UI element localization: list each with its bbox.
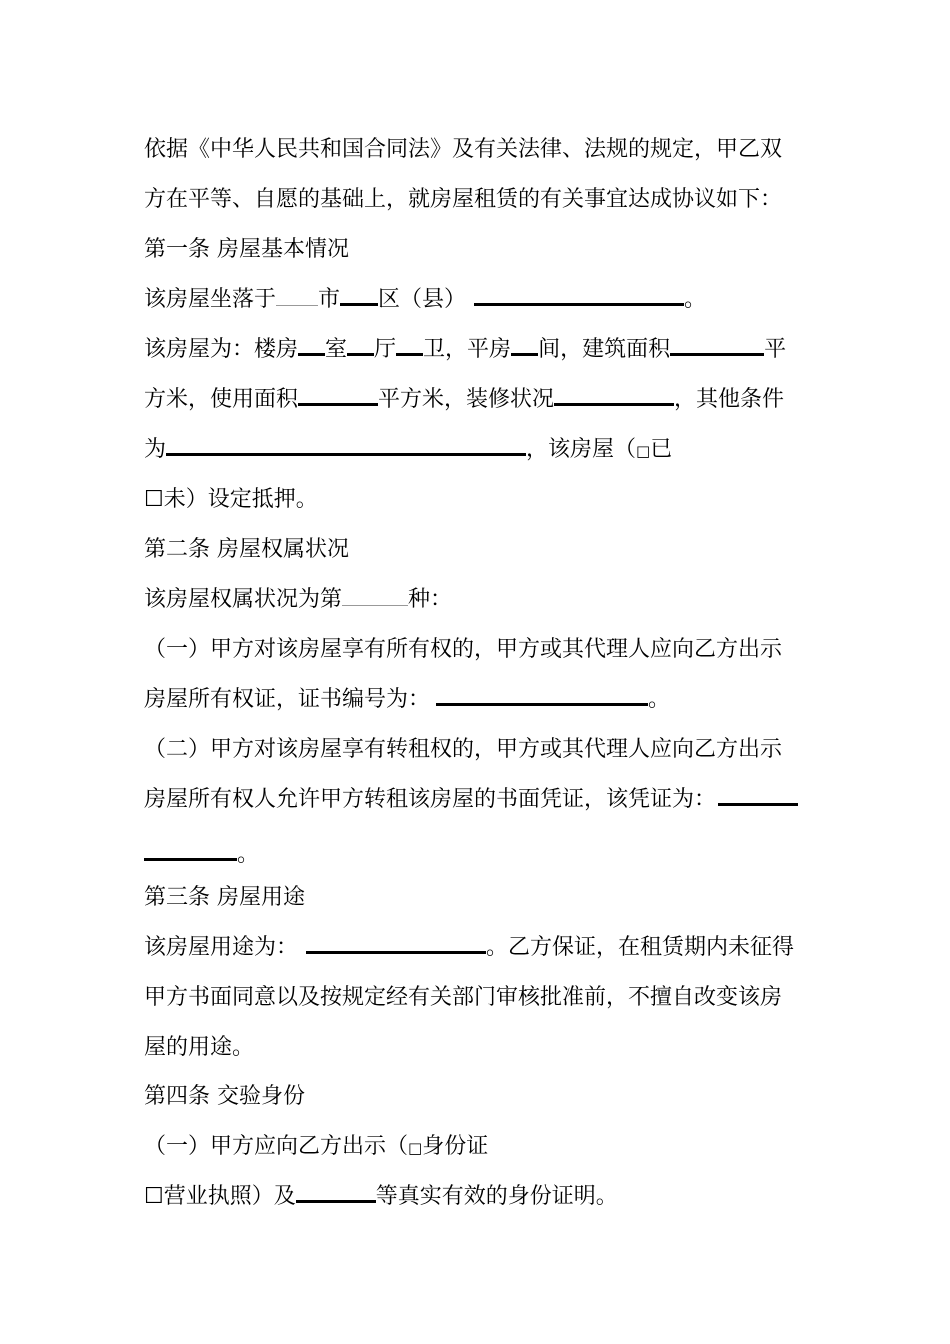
text-segment: 房屋所有权人允许甲方转租该房屋的书面凭证，该凭证为： bbox=[144, 787, 717, 812]
article-3-line-3: 屋的用途。 bbox=[144, 1035, 255, 1060]
article-2-type-line bbox=[144, 585, 452, 615]
blank-other-id[interactable] bbox=[296, 1199, 376, 1203]
text-segment: 间，建筑面积 bbox=[538, 337, 671, 362]
blank-rooms[interactable] bbox=[298, 352, 325, 356]
text-segment: 该房屋为：楼房 bbox=[144, 337, 299, 362]
text-segment: 已 bbox=[650, 437, 673, 462]
text-segment: 房屋所有权证，证书编号为： bbox=[144, 687, 431, 712]
blank-district[interactable] bbox=[340, 302, 378, 306]
text-segment: 该房屋用途为： bbox=[144, 935, 299, 960]
blank-usable-area[interactable] bbox=[298, 402, 378, 406]
blank-bathrooms[interactable] bbox=[396, 352, 423, 356]
text-segment: 室 bbox=[325, 337, 348, 362]
article-3-line-1 bbox=[144, 933, 794, 963]
article-2-clause-2-line-2 bbox=[144, 785, 798, 815]
text-segment: 。 bbox=[237, 842, 260, 867]
article-1-title: 第一条 房屋基本情况 bbox=[144, 237, 349, 262]
text-segment: 平方米，装修状况 bbox=[378, 387, 555, 412]
article-4-line-1 bbox=[144, 1132, 488, 1163]
article-4-title: 第四条 交验身份 bbox=[144, 1084, 305, 1109]
text-segment: 等真实有效的身份证明。 bbox=[375, 1184, 618, 1209]
article-2-clause-2-line-3 bbox=[144, 840, 259, 870]
article-1-location-line bbox=[144, 285, 706, 315]
text-segment: 。 bbox=[684, 287, 707, 312]
text-segment: 方米，使用面积 bbox=[144, 387, 299, 412]
blank-city[interactable] bbox=[276, 304, 318, 306]
article-2-clause-1-line-1: （一）甲方对该房屋享有所有权的，甲方或其代理人应向乙方出示 bbox=[144, 637, 783, 662]
article-2-clause-2-line-1: （二）甲方对该房屋享有转租权的，甲方或其代理人应向乙方出示 bbox=[144, 737, 783, 762]
text-segment: 。乙方保证，在租赁期内未征得 bbox=[486, 935, 795, 960]
paragraph-intro-line-2: 方在平等、自愿的基础上，就房屋租赁的有关事宜达成协议如下： bbox=[144, 187, 783, 212]
text-segment: 卫，平房 bbox=[423, 337, 512, 362]
text-segment: 该房屋权属状况为第 bbox=[144, 587, 343, 612]
text-segment: ，该房屋（ bbox=[526, 437, 637, 462]
blank-certificate-number[interactable] bbox=[436, 702, 648, 706]
blank-building-area[interactable] bbox=[670, 352, 764, 356]
blank-usage[interactable] bbox=[306, 950, 486, 954]
checkbox-mortgaged[interactable]: □ bbox=[636, 442, 651, 460]
text-segment: 身份证 bbox=[422, 1134, 489, 1159]
blank-ownership-type[interactable] bbox=[342, 604, 408, 606]
text-segment: 。 bbox=[648, 687, 671, 712]
text-segment: 区（县） bbox=[378, 287, 467, 312]
blank-voucher-part-1[interactable] bbox=[718, 802, 798, 806]
blank-decoration[interactable] bbox=[554, 402, 674, 406]
text-segment: 市 bbox=[318, 287, 341, 312]
text-segment: 种： bbox=[408, 587, 453, 612]
article-3-title: 第三条 房屋用途 bbox=[144, 885, 305, 910]
blank-halls[interactable] bbox=[347, 352, 374, 356]
article-3-line-2: 甲方书面同意以及按规定经有关部门审核批准前，不擅自改变该房 bbox=[144, 985, 783, 1010]
text-segment: 该房屋坐落于 bbox=[144, 287, 277, 312]
blank-address[interactable] bbox=[474, 302, 684, 306]
blank-voucher-part-2[interactable] bbox=[144, 857, 237, 861]
text-segment: ☐营业执照）及 bbox=[144, 1184, 296, 1209]
text-segment: 为 bbox=[144, 437, 167, 462]
text-segment: 平 bbox=[764, 337, 787, 362]
text-segment: （一）甲方应向乙方出示（ bbox=[144, 1134, 409, 1159]
article-1-area-line bbox=[144, 385, 784, 415]
article-1-conditions-line bbox=[144, 435, 672, 466]
text-segment: ，其他条件 bbox=[674, 387, 785, 412]
article-2-clause-1-line-2 bbox=[144, 685, 670, 715]
paragraph-intro-line-1: 依据《中华人民共和国合同法》及有关法律、法规的规定，甲乙双 bbox=[144, 137, 783, 162]
article-2-title: 第二条 房屋权属状况 bbox=[144, 537, 349, 562]
text-segment: 厅 bbox=[374, 337, 397, 362]
article-4-line-2 bbox=[144, 1182, 618, 1212]
checkbox-id-card[interactable]: □ bbox=[408, 1139, 423, 1157]
article-1-rooms-line bbox=[144, 335, 786, 365]
blank-bungalow-rooms[interactable] bbox=[511, 352, 538, 356]
blank-other-conditions[interactable] bbox=[166, 452, 526, 456]
article-1-mortgage-line: ☐未）设定抵押。 bbox=[144, 487, 318, 512]
